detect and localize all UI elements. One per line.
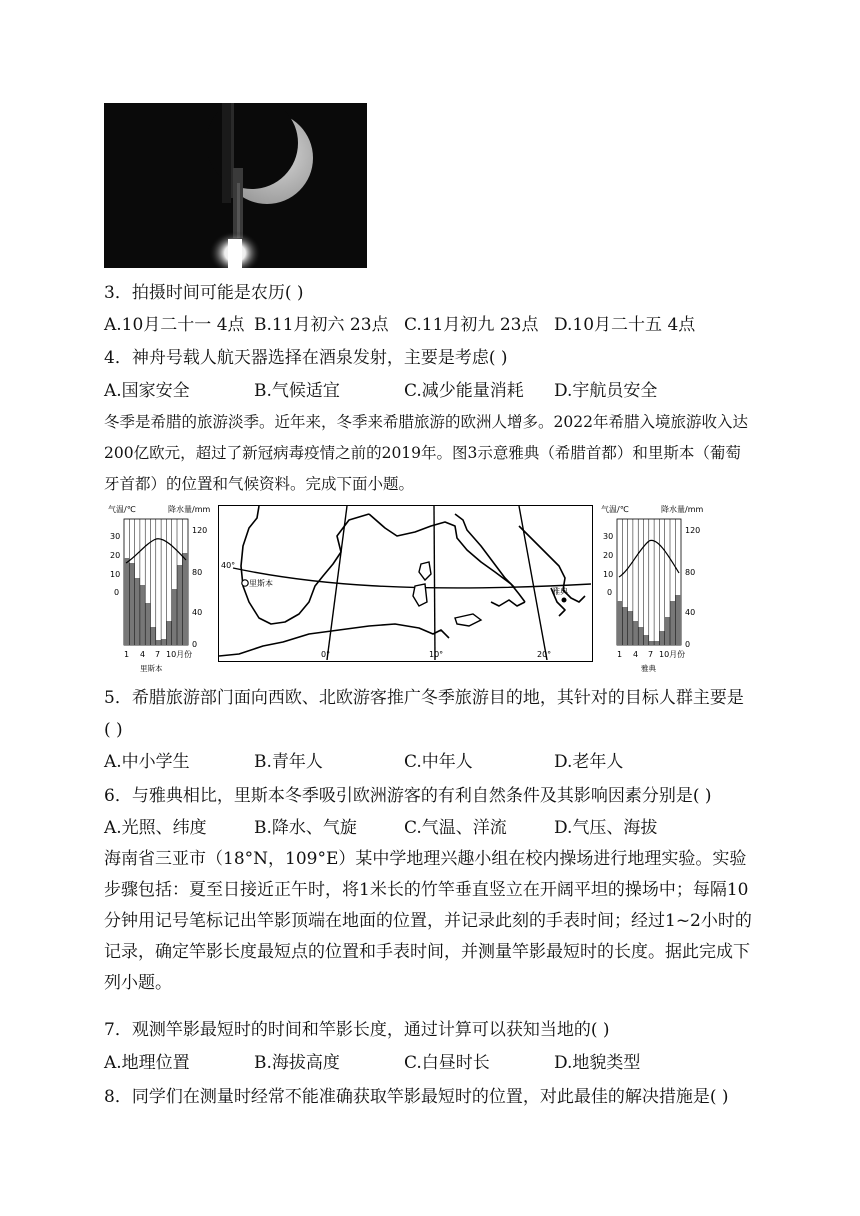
svg-text:4: 4 — [633, 650, 639, 659]
q6-option-b[interactable]: B.降水、气旋 — [254, 818, 357, 838]
svg-text:4: 4 — [140, 650, 146, 659]
svg-text:1: 1 — [617, 650, 623, 659]
lat-40-label: 40° — [221, 561, 236, 570]
q5-option-a[interactable]: A.中小学生 — [104, 752, 190, 772]
q7-option-a[interactable]: A.地理位置 — [104, 1053, 190, 1073]
question-5-stem-cont: ( ) — [104, 720, 123, 740]
q7-option-d[interactable]: D.地貌类型 — [554, 1053, 641, 1073]
q6-option-c[interactable]: C.气温、洋流 — [404, 818, 507, 838]
q3-option-d[interactable]: D.10月二十五 4点 — [554, 315, 696, 335]
question-4-options — [104, 379, 657, 403]
temp-axis-label: 气温/℃ — [108, 505, 136, 514]
svg-text:80: 80 — [192, 568, 203, 577]
question-7-options — [104, 1051, 640, 1075]
q7-option-c[interactable]: C.白昼时长 — [404, 1053, 490, 1073]
svg-text:80: 80 — [685, 568, 696, 577]
athens-chart-city: 雅典 — [641, 664, 656, 673]
question-3-stem: 3．拍摄时间可能是农历( ) — [104, 283, 304, 303]
passage-sanya-experiment: 海南省三亚市（18°N，109°E）某中学地理兴趣小组在校内操场进行地理实验。实验步骤包括：夏至日接近正午时，将1米长的竹竿垂直竖立在开阔平坦的操场中；每隔10分钟用记号笔标记出竿影顶端在地面的位置，并记录此刻的手表时间；经过1~2小时的记录，确定竿影长度最短点的位置和手表时间，并测量竿影最短时的长度。据此完成下列小题。 — [104, 849, 752, 993]
q5-option-c[interactable]: C.中年人 — [404, 752, 473, 772]
q3-option-b[interactable]: B.11月初六 23点 — [254, 315, 389, 335]
svg-text:20: 20 — [603, 551, 614, 560]
svg-text:7: 7 — [648, 650, 654, 659]
question-6-options — [104, 816, 657, 840]
lon-0-label: 0° — [321, 650, 331, 659]
lisbon-climate-chart — [104, 503, 216, 673]
question-6-stem: 6．与雅典相比，里斯本冬季吸引欧洲游客的有利自然条件及其影响因素分别是( ) — [104, 786, 712, 806]
svg-text:7: 7 — [155, 650, 161, 659]
mediterranean-map — [218, 505, 593, 662]
svg-text:120: 120 — [685, 526, 701, 535]
rocket-moon-image — [104, 103, 367, 268]
svg-text:10月份: 10月份 — [166, 650, 193, 659]
q4-option-d[interactable]: D.宇航员安全 — [554, 381, 658, 401]
question-5-stem: 5．希腊旅游部门面向西欧、北欧游客推广冬季旅游目的地，其针对的目标人群主要是 — [104, 688, 744, 708]
svg-text:0: 0 — [685, 640, 691, 649]
svg-text:1: 1 — [124, 650, 130, 659]
question-5-options — [104, 750, 623, 774]
passage-greece-tourism: 冬季是希腊的旅游淡季。近年来，冬季来希腊旅游的欧洲人增多。2022年希腊入境旅游收入达200亿欧元，超过了新冠病毒疫情之前的2019年。图3示意雅典（希腊首都）和里斯本（葡萄牙首都）的位置和气候资料。完成下面小题。 — [104, 413, 748, 493]
svg-text:30: 30 — [603, 532, 614, 541]
question-4-stem: 4．神舟号载人航天器选择在酒泉发射，主要是考虑( ) — [104, 348, 508, 368]
svg-text:气温/℃: 气温/℃ — [601, 505, 629, 514]
map-athens-label: 雅典 — [552, 587, 568, 596]
map-lisbon-label: 里斯本 — [249, 579, 273, 588]
rocket-moon-photo — [104, 103, 367, 268]
q6-option-a[interactable]: A.光照、纬度 — [104, 818, 207, 838]
q4-option-c[interactable]: C.减少能量消耗 — [404, 381, 524, 401]
lisbon-marker — [242, 580, 248, 586]
q5-option-d[interactable]: D.老年人 — [554, 752, 624, 772]
question-3-options — [104, 313, 695, 337]
lon-20-label: 20° — [537, 650, 552, 659]
lisbon-chart-city: 里斯本 — [140, 664, 163, 673]
svg-text:0: 0 — [607, 588, 613, 597]
svg-text:10: 10 — [603, 570, 614, 579]
question-8-stem: 8．同学们在测量时经常不能准确获取竿影最短时的位置，对此最佳的解决措施是( ) — [104, 1087, 729, 1107]
q4-option-b[interactable]: B.气候适宜 — [254, 381, 340, 401]
athens-marker — [562, 598, 567, 603]
q7-option-b[interactable]: B.海拔高度 — [254, 1053, 340, 1073]
svg-text:0: 0 — [114, 588, 120, 597]
q3-option-a[interactable]: A.10月二十一 4点 — [104, 315, 245, 335]
svg-text:20: 20 — [110, 551, 121, 560]
svg-text:120: 120 — [192, 526, 208, 535]
q5-option-b[interactable]: B.青年人 — [254, 752, 323, 772]
svg-text:10: 10 — [110, 570, 121, 579]
svg-text:40: 40 — [685, 608, 696, 617]
svg-text:10月份: 10月份 — [659, 650, 686, 659]
svg-text:0: 0 — [192, 640, 198, 649]
q3-option-c[interactable]: C.11月初九 23点 — [404, 315, 539, 335]
svg-text:降水量/mm: 降水量/mm — [661, 505, 704, 514]
athens-climate-chart — [597, 503, 709, 673]
q4-option-a[interactable]: A.国家安全 — [104, 381, 190, 401]
svg-text:30: 30 — [110, 532, 121, 541]
svg-text:40: 40 — [192, 608, 203, 617]
q6-option-d[interactable]: D.气压、海拔 — [554, 818, 658, 838]
question-7-stem: 7．观测竿影最短时的时间和竿影长度，通过计算可以获知当地的( ) — [104, 1020, 610, 1040]
lon-10-label: 10° — [429, 650, 444, 659]
precip-axis-label: 降水量/mm — [168, 505, 211, 514]
